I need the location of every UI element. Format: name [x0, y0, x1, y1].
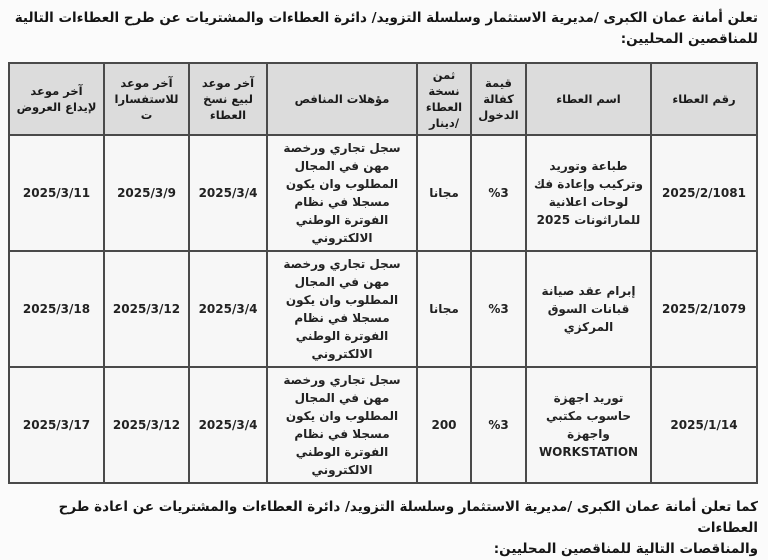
- last-deposit-date: 2025/3/18: [9, 251, 104, 367]
- column-header-copy-price: ثمن نسخة العطاء /دينار: [417, 63, 471, 135]
- tender-name: طباعة وتوريد وتركيب وإعادة فك لوحات اعلانية للماراثونات 2025: [526, 135, 651, 251]
- column-header-last-inquiry-date: آخر موعد للاستفسارات: [104, 63, 189, 135]
- column-header-entry-bond: قيمة كفالة الدخول: [471, 63, 526, 135]
- tender-number: 2025/1/14: [651, 367, 757, 483]
- table-row: [9, 367, 757, 483]
- column-header-qualifications: مؤهلات المنافص: [267, 63, 417, 135]
- tender-number: 2025/2/1081: [651, 135, 757, 251]
- copy-price: 200: [417, 367, 471, 483]
- column-header-tender-name: اسم العطاء: [526, 63, 651, 135]
- footer-note-line2: والمناقصات التالية للمناقصين المحليين:: [493, 541, 758, 557]
- last-inquiry-date: 2025/3/9: [104, 135, 189, 251]
- column-header-last-deposit-date: آخر موعد لإيداع العروض: [9, 63, 104, 135]
- last-sale-date: 2025/3/4: [189, 367, 267, 483]
- table-row: [9, 251, 757, 367]
- table-header-row: [9, 63, 757, 135]
- qualifications: سجل تجاري ورخصة مهن في المجال المطلوب وان يكون مسجلا في نظام الفوترة الوطني الالكتروني: [267, 135, 417, 251]
- qualifications: سجل تجاري ورخصة مهن في المجال المطلوب وان يكون مسجلا في نظام الفوترة الوطني الالكتروني: [267, 367, 417, 483]
- last-sale-date: 2025/3/4: [189, 251, 267, 367]
- tenders-table: [8, 62, 758, 484]
- page-title: [10, 8, 758, 50]
- column-header-tender-number: رقم العطاء: [651, 63, 757, 135]
- page-title-line1: تعلن أمانة عمان الكبرى /مديرية الاستثمار وسلسلة التزويد/ دائرة العطاءات والمشتريات عن طرح العطاءات التالية: [14, 10, 758, 26]
- entry-bond-value: %3: [471, 367, 526, 483]
- footer-note: [10, 497, 758, 560]
- tender-name: إبرام عقد صيانة قبانات السوق المركزي: [526, 251, 651, 367]
- qualifications: سجل تجاري ورخصة مهن في المجال المطلوب وان يكون مسجلا في نظام الفوترة الوطني الالكتروني: [267, 251, 417, 367]
- entry-bond-value: %3: [471, 135, 526, 251]
- last-inquiry-date: 2025/3/12: [104, 251, 189, 367]
- footer-note-line1: كما تعلن أمانة عمان الكبرى /مديرية الاستثمار وسلسلة التزويد/ دائرة العطاءات والمشتريات عن اعادة طرح العطاءات: [58, 499, 758, 536]
- table-row: [9, 135, 757, 251]
- last-deposit-date: 2025/3/11: [9, 135, 104, 251]
- copy-price: مجانا: [417, 251, 471, 367]
- last-sale-date: 2025/3/4: [189, 135, 267, 251]
- copy-price: مجانا: [417, 135, 471, 251]
- last-deposit-date: 2025/3/17: [9, 367, 104, 483]
- entry-bond-value: %3: [471, 251, 526, 367]
- tender-name: توريد اجهزة حاسوب مكتبي واجهزة WORKSTATION: [526, 367, 651, 483]
- last-inquiry-date: 2025/3/12: [104, 367, 189, 483]
- page-title-line2: للمناقصين المحليين:: [620, 31, 758, 47]
- tender-number: 2025/2/1079: [651, 251, 757, 367]
- column-header-last-sale-date: آخر موعد لبيع نسخ العطاء: [189, 63, 267, 135]
